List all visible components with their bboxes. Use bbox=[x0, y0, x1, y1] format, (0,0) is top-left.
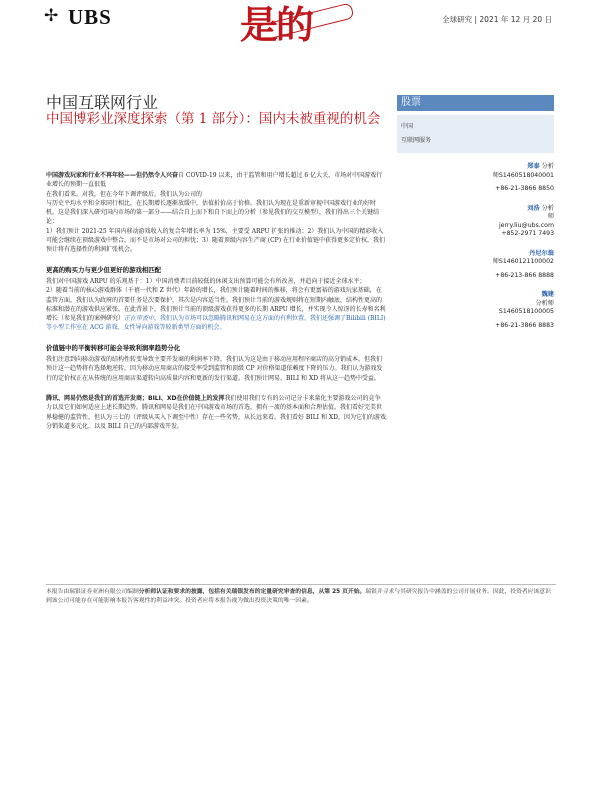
sidebar-header: 股票 bbox=[397, 95, 554, 111]
paragraph-text: 等小型工作室在 ACG 游戏、女性导向游戏等较新类型方面的机会。 bbox=[46, 324, 226, 332]
ubs-keys-icon: ✢ bbox=[44, 6, 59, 26]
analyst-phone: +86-21-3866 8850 bbox=[495, 185, 554, 192]
analyst-id: 师S1460121100002 bbox=[492, 258, 554, 265]
paragraph bbox=[46, 171, 386, 190]
analyst-email[interactable]: jerry.liu@ubs.com bbox=[498, 221, 554, 229]
paragraph-text: 2）随着当前的核心游戏群体（千禧一代和 Z 世代）年龄的增长，我们预计随着时间的推移，将会有更富裕的游戏玩家基础，在监管方面，我们认为政府的首要任务是次要保护，其次是内容适当性。我们预计当前的游戏规则将在短期内触底，结构性更高的标准和潜在的游戏供应紧张。在此背景下，我们预计当前的顶级游戏获得更多的长期 ARPU 增长，并实现令人惊讶的长寿和名利增长（参见我们的案例研究） bbox=[46, 287, 386, 323]
analyst-entry bbox=[397, 291, 554, 330]
analyst-name: 魏建 bbox=[541, 291, 554, 298]
stamp-text: 是的 bbox=[240, 3, 313, 47]
analyst-phone: +852-2971 7493 bbox=[501, 230, 554, 237]
logo-text: UBS bbox=[68, 5, 112, 29]
paragraph-text: 。我们认为市场可以忽略腾讯和网易在这方面的有利位置，我们还强调了 bbox=[154, 315, 347, 323]
bili-link[interactable]: Bilibili (BILI) bbox=[346, 315, 386, 323]
lead-sentence: 中国游戏玩家和行业不再年轻——但仍然令人兴奋 bbox=[46, 172, 179, 179]
paragraph-text: 我们使用我们专有的公司记分卡来量化主要游戏公司的竞争力以及它们如何适应上述长期趋势。腾讯和网易是我们在中国游戏市场的首选，拥有一流的基本面和合理估值。我们看好完美世界稳健的监管性，但认为三七的（评级从买入下调至中性）存在一些劣势，从长远来看。我们看好 BILI 和 XD，因为它们的游戏分销渠道多元化，以及 BILI 自己的内部游戏开发。 bbox=[46, 394, 386, 430]
analyst-id: S1460518100005 bbox=[498, 308, 554, 315]
footer-lead: 本报告由瑞银证券亚洲有限公司编制 bbox=[46, 589, 139, 595]
report-body bbox=[46, 171, 386, 431]
report-subtitle: 中国博彩业深度探索（第 1 部分）：国内未被重视的机会 bbox=[46, 111, 381, 127]
case-study-link[interactable]: 正在审查中 bbox=[124, 315, 155, 323]
section-heading: 价值链中的平衡转移可能会导致利润率趋势分化 bbox=[46, 343, 181, 352]
analyst-id: 师S1460518040001 bbox=[492, 171, 554, 179]
footer-rest: 瑞银并寻求与其研究报告中涵盖的公司开展业务。因此，投资者应该意识到该公司可能存在可能影响本报告客观性的利益冲突。投资者应将本报告视为做出投资决策的唯一因素。 bbox=[46, 589, 551, 604]
paragraph: 1）我们预计 2021-25 年国内移动游戏收入的复合年增长率为 15%，主要受 ARPU 扩张的推动；2）我们认为中国的精彩收入可能会继续在顶级游戏中整合，而不是市场对公司的担忧；3）随着顶级内容生产商 (CP) 在行业价值链中获得更多定价权，我们预计将有选择性的利润扩张机会。 bbox=[46, 227, 385, 254]
analyst-entry bbox=[397, 205, 554, 239]
paragraph: 我们注意到向移动游戏的结构性转变导致主要开发商的利润率下降，我们认为这是由于移动应用程序商店的高分销成本。但我们预计这一趋势将有选择地逆转，因为移动应用商店的接受率受到监管和顶级 CP 对价格渠道依赖度下降的压力。我们认为游戏发行的定价权正在从传统的应用商店渠道转向高质量内容和更新的发行渠道。我们预计网易、BILI 和 XD 将从这一趋势中受益。 bbox=[46, 356, 383, 382]
analyst-role: 分析师 bbox=[535, 299, 554, 307]
analyst-name: 郑泰 bbox=[527, 163, 540, 170]
paragraph: 与历史平均水平和全球同行相比，在长期增长逐渐放缓中，估值折价高于价格。我们认为现在是重新审视中国游戏行业的好时机。这是我们深入研究国内市场的第一部分——结合自上而下和自下而上的分析（参见我们的交互模型），我们得出三个关键结论： bbox=[46, 199, 380, 226]
analyst-name: 刘浩 bbox=[527, 204, 540, 212]
sidebar-region: 中国 bbox=[401, 123, 414, 130]
section-heading: 更高的购买力与更少但更好的游戏相匹配 bbox=[46, 265, 162, 274]
footer-divider bbox=[46, 584, 556, 585]
paragraph: 在我们看来。对我，但在今年下调评级后，我们认为公司的 bbox=[46, 190, 203, 198]
report-title: 中国互联网行业 bbox=[46, 93, 159, 112]
lead-sentence: 腾讯、网易仍然是我们的首选开发商；BILI、XD在价值链上的发挥 bbox=[46, 394, 225, 402]
paragraph: 我们对中国游戏 ARPU 的乐观基于：1）中国消费者目前较低的休闲支出预算可能会有所改善，并趋向于接近全球水平； bbox=[46, 277, 366, 285]
analyst-phone: +86-213-866 8888 bbox=[495, 271, 554, 279]
analyst-list bbox=[397, 163, 554, 330]
analyst-name: 丹尼尔翁 bbox=[529, 249, 554, 257]
paragraph bbox=[46, 286, 386, 332]
analyst-id: 师 bbox=[547, 213, 554, 220]
sidebar-meta bbox=[397, 115, 554, 153]
paragraph bbox=[46, 394, 386, 431]
paragraph-text: 自 COVID-19 以来，由于监管和用户增长超过 6 亿大关，市场对中国游戏行业增长的预期一直很低 bbox=[46, 172, 383, 189]
footer-disclosure bbox=[46, 588, 556, 605]
ubs-logo bbox=[44, 4, 154, 30]
stamp-watermark bbox=[240, 0, 360, 47]
analyst-role: 分析 bbox=[541, 163, 554, 170]
header-meta: 全球研究 | 2021 年 12 月 20 日 bbox=[442, 15, 552, 24]
footer-bold: 分析师认证和要求的披露，包括有关瑞银发布的定量研究审查的信息，从第 25 页开始。 bbox=[138, 589, 366, 595]
analyst-entry bbox=[397, 250, 554, 281]
analyst-role: 分析 bbox=[541, 204, 554, 212]
analyst-phone: +86-21-3866 8883 bbox=[495, 321, 554, 329]
sidebar bbox=[397, 95, 554, 341]
sidebar-sector: 互联网服务 bbox=[401, 137, 432, 144]
analyst-entry bbox=[397, 163, 554, 194]
